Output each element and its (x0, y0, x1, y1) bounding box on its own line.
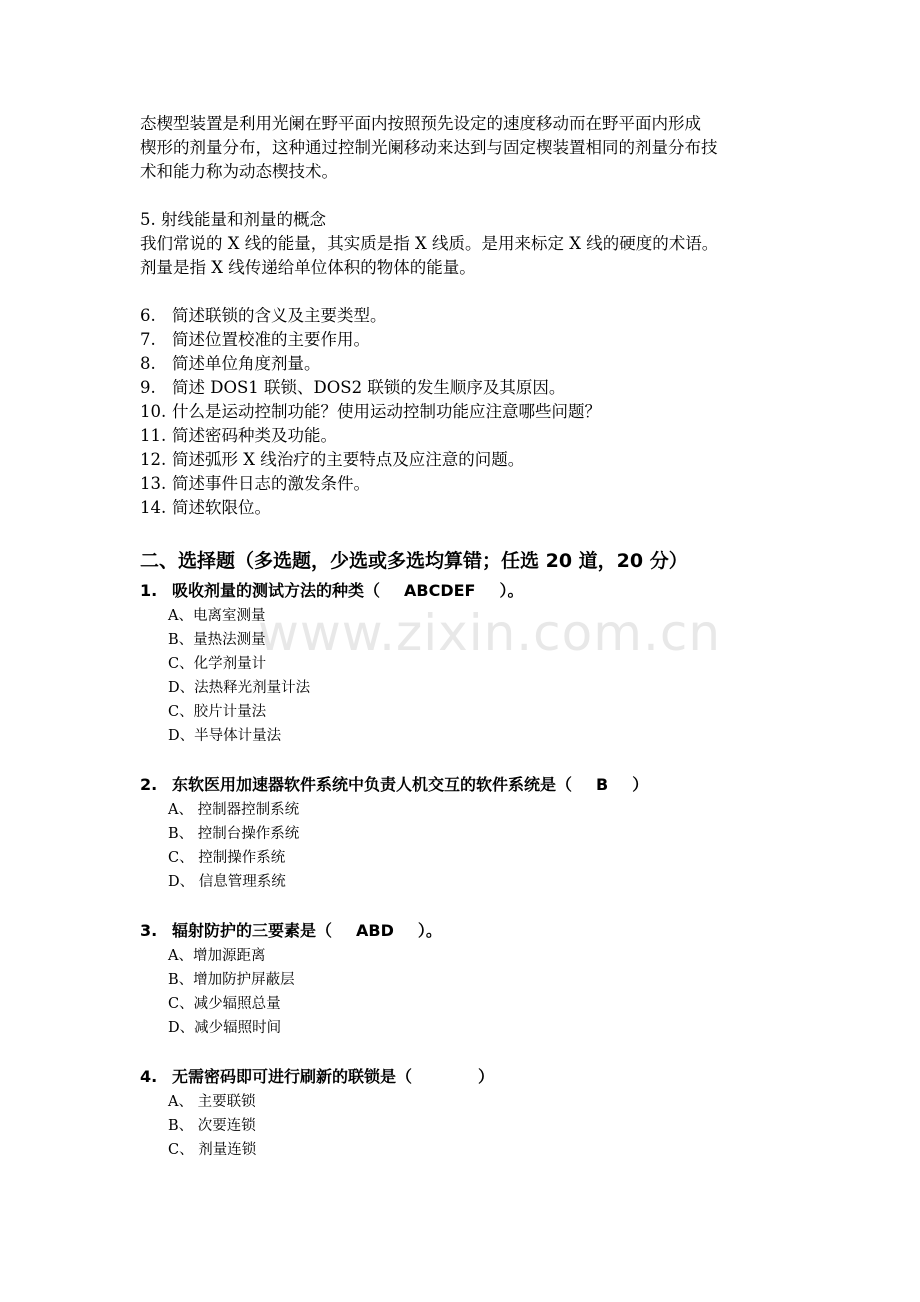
answer: ABCDEF (404, 581, 476, 600)
option: A、 主要联锁 (168, 1094, 256, 1110)
mc-question (140, 918, 800, 1040)
option: A、电离室测量 (168, 608, 266, 624)
list-item: 14. 简述软限位。 (140, 498, 271, 517)
option: C、化学剂量计 (168, 656, 267, 672)
item-5-line: 剂量是指 X 线传递给单位体积的物体的能量。 (140, 258, 476, 277)
intro-paragraph (140, 112, 800, 184)
list-item: 7. 简述位置校准的主要作用。 (140, 330, 370, 349)
question-stem: 2. 东软医用加速器软件系统中负责人机交互的软件系统是（ B ） (140, 772, 800, 798)
document-content (140, 112, 800, 1162)
answer: ABD (356, 921, 394, 940)
mc-question (140, 578, 800, 748)
option: C、 剂量连锁 (168, 1142, 257, 1158)
option: C、减少辐照总量 (168, 996, 281, 1012)
list-item: 12. 简述弧形 X 线治疗的主要特点及应注意的问题。 (140, 450, 525, 469)
question-list (140, 304, 800, 520)
list-item: 6. 简述联锁的含义及主要类型。 (140, 306, 387, 325)
answer: B (596, 775, 609, 794)
intro-line: 态楔型装置是利用光阑在野平面内按照预先设定的速度移动而在野平面内形成 (140, 114, 701, 133)
list-item: 10. 什么是运动控制功能？使用运动控制功能应注意哪些问题？ (140, 402, 601, 421)
intro-line: 楔形的剂量分布，这种通过控制光阑移动来达到与固定楔装置相同的剂量分布技 (140, 138, 718, 157)
option: C、胶片计量法 (168, 704, 267, 720)
item-5-title: 5. 射线能量和剂量的概念 (140, 210, 326, 229)
list-item: 13. 简述事件日志的激发条件。 (140, 474, 370, 493)
option: B、 次要连锁 (168, 1118, 256, 1134)
item-5-line: 我们常说的 X 线的能量，其实质是指 X 线质。是用来标定 X 线的硬度的术语。 (140, 234, 719, 253)
option: A、增加源距离 (168, 948, 266, 964)
option: B、增加防护屏蔽层 (168, 972, 295, 988)
list-item: 9. 简述 DOS1 联锁、DOS2 联锁的发生顺序及其原因。 (140, 378, 566, 397)
question-stem: 3. 辐射防护的三要素是（ ABD ）。 (140, 918, 800, 944)
question-stem: 4. 无需密码即可进行刷新的联锁是（ ） (140, 1067, 495, 1086)
list-item: 8. 简述单位角度剂量。 (140, 354, 321, 373)
option: D、减少辐照时间 (168, 1020, 282, 1036)
option: D、法热释光剂量计法 (168, 680, 311, 696)
option: D、 信息管理系统 (168, 874, 286, 890)
section-2-heading: 二、选择题（多选题，少选或多选均算错；任选 20 道，20 分） (140, 550, 688, 572)
option: B、量热法测量 (168, 632, 266, 648)
option: B、 控制台操作系统 (168, 826, 300, 842)
option: A、 控制器控制系统 (168, 802, 300, 818)
option: D、半导体计量法 (168, 728, 282, 744)
intro-line: 术和能力称为动态楔技术。 (140, 162, 338, 181)
mc-question (140, 1064, 800, 1162)
mc-question (140, 772, 800, 894)
question-stem: 1. 吸收剂量的测试方法的种类（ ABCDEF ）。 (140, 578, 800, 604)
watermark: www.zixin.com.cn (258, 604, 722, 662)
option: C、 控制操作系统 (168, 850, 286, 866)
item-5-paragraph (140, 208, 800, 280)
list-item: 11. 简述密码种类及功能。 (140, 426, 337, 445)
